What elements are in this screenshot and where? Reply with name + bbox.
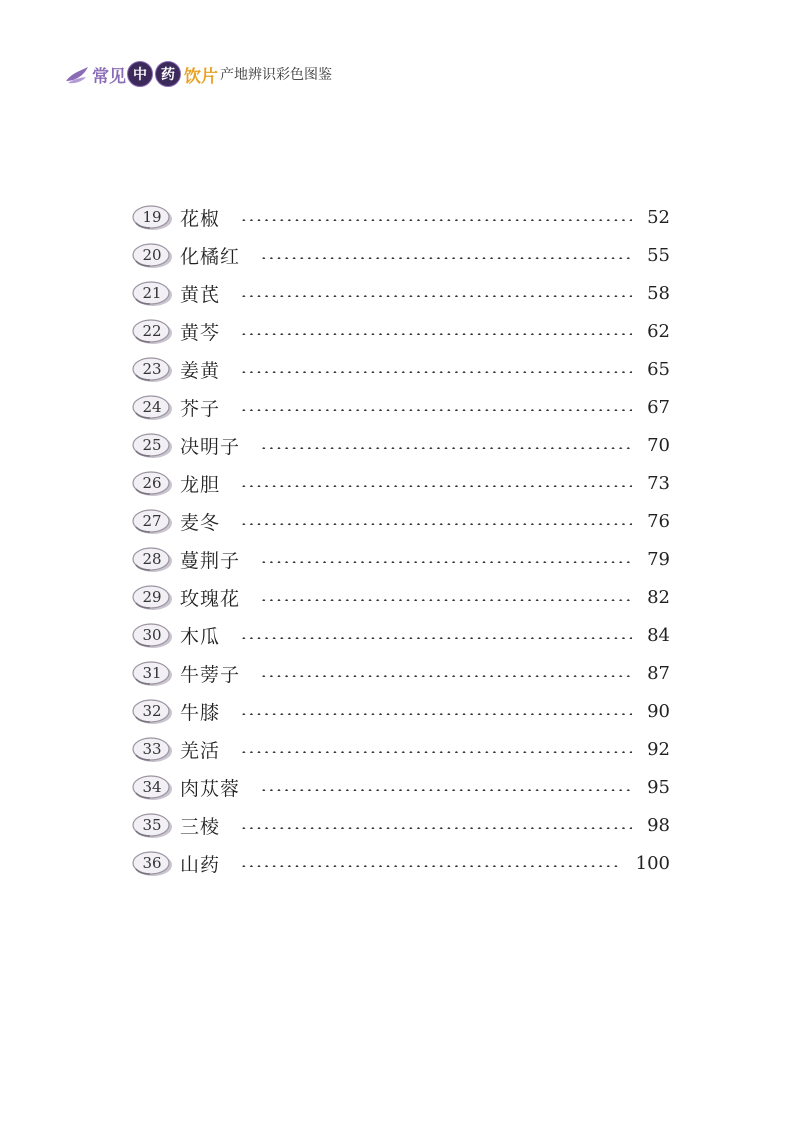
- leaf-icon: [64, 63, 90, 85]
- toc-entry[interactable]: [130, 350, 670, 388]
- entry-number-badge: [130, 355, 174, 383]
- entry-title: 三棱: [180, 815, 221, 838]
- entry-number-badge: [130, 545, 174, 573]
- toc-entry[interactable]: [130, 806, 670, 844]
- entry-number-badge: [130, 621, 174, 649]
- entry-title: 化橘红: [180, 245, 241, 268]
- entry-number-badge: [130, 317, 174, 345]
- entry-number-badge: [130, 697, 174, 725]
- entry-title: 肉苁蓉: [180, 777, 241, 800]
- entry-number: 30: [142, 626, 162, 644]
- header-title-part1: 常见: [92, 66, 126, 87]
- dot-leader: [260, 561, 632, 563]
- toc-entry[interactable]: [130, 426, 670, 464]
- toc-entry[interactable]: [130, 464, 670, 502]
- entry-number-badge: [130, 773, 174, 801]
- entry-title: 姜黄: [180, 359, 221, 382]
- toc-entry[interactable]: [130, 388, 670, 426]
- entry-page-number: 70: [647, 434, 670, 456]
- dot-leader: [240, 485, 632, 487]
- dot-leader: [240, 865, 620, 867]
- header-title-part2: 饮片: [184, 66, 218, 87]
- entry-page-number: 65: [647, 358, 670, 380]
- entry-number: 34: [142, 778, 162, 796]
- entry-number: 25: [142, 436, 162, 454]
- entry-page-number: 82: [647, 586, 670, 608]
- toc-entry[interactable]: [130, 540, 670, 578]
- entry-title: 麦冬: [180, 511, 221, 534]
- entry-title: 牛蒡子: [180, 663, 241, 686]
- entry-page-number: 62: [647, 320, 670, 342]
- entry-number: 29: [142, 588, 162, 606]
- header-seal-2: 药: [155, 61, 181, 87]
- entry-number-badge: [130, 203, 174, 231]
- entry-number-badge: [130, 279, 174, 307]
- entry-page-number: 98: [647, 814, 670, 836]
- toc-entry[interactable]: [130, 578, 670, 616]
- entry-number: 26: [142, 474, 162, 492]
- entry-page-number: 90: [647, 700, 670, 722]
- toc-entry[interactable]: [130, 502, 670, 540]
- entry-page-number: 67: [647, 396, 670, 418]
- entry-number: 27: [142, 512, 162, 530]
- entry-title: 芥子: [180, 397, 221, 420]
- entry-number-badge: [130, 393, 174, 421]
- entry-title: 羌活: [180, 739, 221, 762]
- toc-entry[interactable]: [130, 198, 670, 236]
- dot-leader: [240, 713, 632, 715]
- dot-leader: [260, 257, 632, 259]
- header-title-part3: 产地辨识彩色图鉴: [220, 67, 332, 83]
- dot-leader: [240, 827, 632, 829]
- toc-entry[interactable]: [130, 844, 670, 882]
- entry-number-badge: [130, 469, 174, 497]
- entry-page-number: 95: [647, 776, 670, 798]
- dot-leader: [260, 447, 632, 449]
- entry-page-number: 76: [647, 510, 670, 532]
- dot-leader: [240, 637, 632, 639]
- dot-leader: [240, 371, 632, 373]
- entry-page-number: 55: [647, 244, 670, 266]
- entry-number: 35: [142, 816, 162, 834]
- dot-leader: [240, 409, 632, 411]
- toc-entry[interactable]: [130, 274, 670, 312]
- entry-title: 黄芩: [180, 321, 221, 344]
- entry-number-badge: [130, 811, 174, 839]
- entry-title: 龙胆: [180, 473, 221, 496]
- entry-title: 蔓荆子: [180, 549, 241, 572]
- dot-leader: [240, 751, 632, 753]
- entry-title: 木瓜: [180, 625, 221, 648]
- entry-number-badge: [130, 849, 174, 877]
- entry-number: 31: [142, 664, 162, 682]
- entry-number: 21: [142, 284, 162, 302]
- toc-entry[interactable]: [130, 616, 670, 654]
- entry-number: 32: [142, 702, 162, 720]
- entry-page-number: 52: [647, 206, 670, 228]
- entry-number: 33: [142, 740, 162, 758]
- entry-number: 22: [142, 322, 162, 340]
- entry-number-badge: [130, 507, 174, 535]
- entry-page-number: 92: [647, 738, 670, 760]
- entry-page-number: 79: [647, 548, 670, 570]
- header-seal-1: 中: [127, 61, 153, 87]
- dot-leader: [240, 333, 632, 335]
- entry-title: 花椒: [180, 207, 221, 230]
- dot-leader: [260, 675, 632, 677]
- entry-page-number: 84: [647, 624, 670, 646]
- entry-title: 黄芪: [180, 283, 221, 306]
- toc-entry[interactable]: [130, 730, 670, 768]
- entry-title: 山药: [180, 853, 221, 876]
- entry-number-badge: [130, 241, 174, 269]
- dot-leader: [240, 523, 632, 525]
- entry-page-number: 73: [647, 472, 670, 494]
- dot-leader: [240, 295, 632, 297]
- entry-number: 20: [142, 246, 162, 264]
- entry-number: 24: [142, 398, 162, 416]
- entry-number: 19: [142, 208, 162, 226]
- entry-page-number: 100: [635, 852, 670, 874]
- dot-leader: [260, 599, 632, 601]
- entry-number: 23: [142, 360, 162, 378]
- toc-entry[interactable]: [130, 236, 670, 274]
- page-header: [64, 58, 332, 90]
- dot-leader: [260, 789, 632, 791]
- toc-entry[interactable]: [130, 654, 670, 692]
- entry-number: 28: [142, 550, 162, 568]
- entry-page-number: 87: [647, 662, 670, 684]
- entry-number-badge: [130, 659, 174, 687]
- entry-number: 36: [142, 854, 162, 872]
- entry-title: 牛膝: [180, 701, 221, 724]
- toc-entry[interactable]: [130, 768, 670, 806]
- dot-leader: [240, 219, 632, 221]
- entry-number-badge: [130, 735, 174, 763]
- entry-number-badge: [130, 431, 174, 459]
- table-of-contents: [130, 198, 670, 882]
- entry-page-number: 58: [647, 282, 670, 304]
- entry-number-badge: [130, 583, 174, 611]
- entry-title: 玫瑰花: [180, 587, 241, 610]
- toc-entry[interactable]: [130, 692, 670, 730]
- entry-title: 决明子: [180, 435, 241, 458]
- toc-entry[interactable]: [130, 312, 670, 350]
